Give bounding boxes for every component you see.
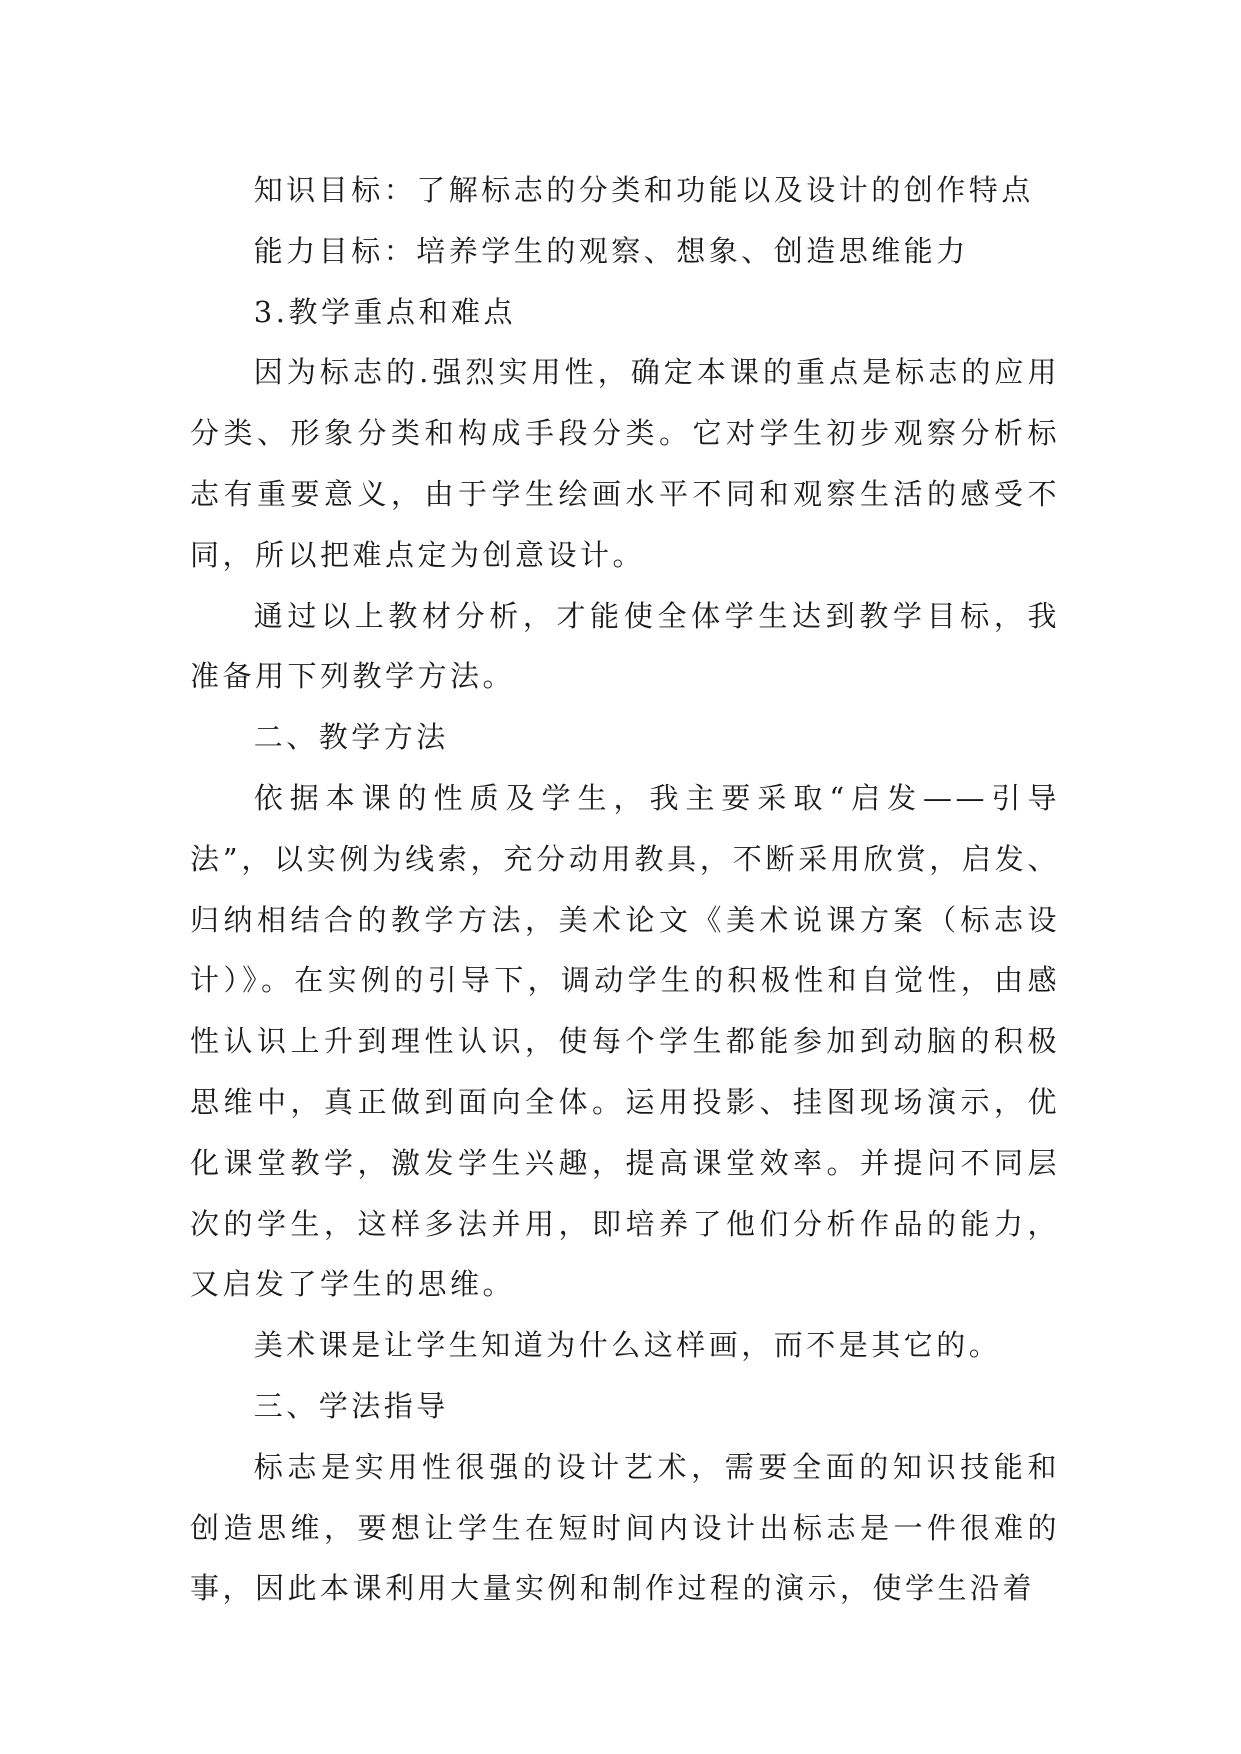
section-heading-teaching-methods: 二、教学方法 [253, 720, 449, 755]
document-body [190, 160, 1060, 1619]
paragraph-learning-guidance: 标志是实用性很强的设计艺术，需要全面的知识技能和创造思维，要想让学生在短时间内设计出标志是一件很难的事，因此本课利用大量实例和制作过程的演示，使学生沿着 [190, 1449, 1060, 1606]
paragraph-knowledge-goal: 知识目标：了解标志的分类和功能以及设计的创作特点 [253, 173, 1034, 207]
paragraph-key-points: 因为标志的.强烈实用性，确定本课的重点是标志的应用分类、形象分类和构成手段分类。它对学生初步观察分析标志有重要意义，由于学生绘画水平不同和观察生活的感受不同，所以把难点定为创意设计。 [190, 355, 1060, 572]
paragraph-analysis-summary: 通过以上教材分析，才能使全体学生达到教学目标，我准备用下列教学方法。 [190, 598, 1060, 694]
section-heading-key-points: 3.教学重点和难点 [253, 294, 516, 329]
paragraph-art-class: 美术课是让学生知道为什么这样画，而不是其它的。 [253, 1328, 1002, 1363]
paragraph-ability-goal: 能力目标：培养学生的观察、想象、创造思维能力 [253, 233, 969, 268]
section-heading-learning-guidance: 三、学法指导 [253, 1388, 449, 1423]
paragraph-teaching-methods: 依据本课的性质及学生，我主要采取“启发——引导法”，以实例为线索，充分动用教具，不断采用欣赏，启发、归纳相结合的教学方法，美术论文《美术说课方案（标志设计）》。在实例的引导下，调动学生的积极性和自觉性，由感性认识上升到理性认识，使每个学生都能参加到动脑的积极思维中，真正做到面向全体。运用投影、挂图现场演示，优化课堂教学，激发学生兴趣，提高课堂效率。并提问不同层次的学生，这样多法并用，即培养了他们分析作品的能力，又启发了学生的思维。 [190, 780, 1060, 1302]
